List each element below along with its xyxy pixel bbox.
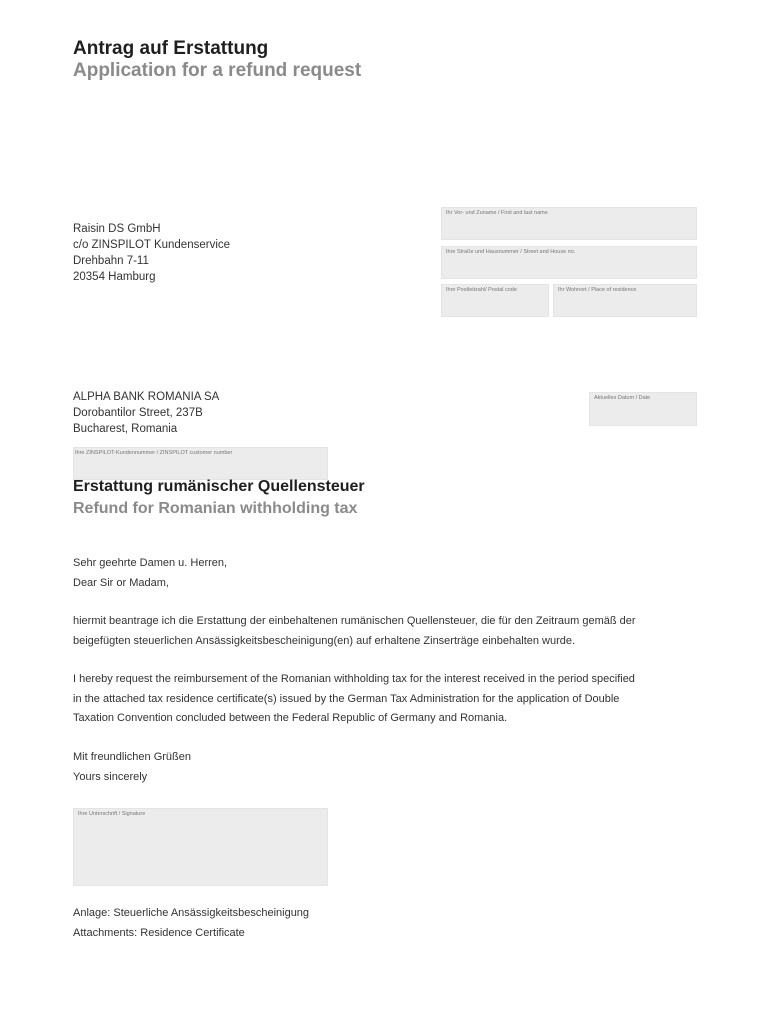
street-field[interactable]: [441, 246, 697, 279]
date-field-label: Aktuelles Datum / Date: [594, 395, 651, 401]
bank-line: Dorobantilor Street, 237B: [73, 407, 203, 419]
recipient-line: Drehbahn 7-11: [73, 255, 149, 267]
body-line: hiermit beantrage ich die Erstattung der einbehaltenen rumänischen Quellensteuer, die für den Zeitraum gemäß der: [73, 615, 636, 627]
body-paragraph-en: [73, 670, 703, 729]
customer-number-field-label: Ihre ZINSPILOT-Kundennummer / ZINSPILOT customer number: [75, 450, 233, 456]
city-field[interactable]: [553, 284, 697, 317]
closing: [73, 748, 703, 787]
body-line: I hereby request the reimbursement of the Romanian withholding tax for the interest received in the period specified: [73, 673, 635, 685]
subject-heading: Erstattung rumänischer Quellensteuer: [73, 478, 365, 495]
subject-subheading: Refund for Romanian withholding tax: [73, 500, 358, 517]
name-field[interactable]: [441, 207, 697, 240]
bank-line: ALPHA BANK ROMANIA SA: [73, 391, 220, 403]
street-field-label: Ihre Straße und Hausnummer / Street and House no.: [446, 249, 576, 255]
attachments-en: Attachments: Residence Certificate: [73, 926, 245, 939]
attachments-de: Anlage: Steuerliche Ansässigkeitsbescheinigung: [73, 907, 310, 919]
bank-address: [73, 389, 219, 437]
bank-line: Bucharest, Romania: [73, 423, 178, 435]
postal-code-field[interactable]: [441, 284, 549, 317]
recipient-line: Raisin DS GmbH: [73, 223, 161, 235]
body-line: Taxation Convention concluded between the Federal Republic of Germany and Romania.: [73, 712, 508, 724]
salutation-de: Sehr geehrte Damen u. Herren,: [73, 557, 228, 569]
body-line: in the attached tax residence certificate(s) issued by the German Tax Administration for the application of Double: [73, 692, 620, 705]
closing-de: Mit freundlichen Grüßen: [73, 751, 191, 763]
postal-code-field-label: Ihre Postleitzahl/ Postal code: [446, 287, 517, 293]
recipient-address: [73, 221, 230, 285]
document-title: Antrag auf Erstattung: [73, 38, 269, 59]
signature-field[interactable]: [73, 808, 328, 886]
salutation: [73, 554, 703, 593]
document-subtitle: Application for a refund request: [73, 60, 362, 81]
body-line: beigefügten steuerlichen Ansässigkeitsbescheinigung(en) auf erhaltene Zinserträge einbehalten wurde.: [73, 634, 576, 647]
closing-en: Yours sincerely: [73, 770, 148, 783]
recipient-line: 20354 Hamburg: [73, 271, 156, 283]
salutation-en: Dear Sir or Madam,: [73, 576, 169, 589]
signature-field-label: Ihre Unterschrift / Signature: [78, 811, 146, 817]
body-paragraph-de: [73, 612, 703, 651]
attachments: [73, 904, 703, 943]
customer-number-field[interactable]: [73, 447, 328, 480]
recipient-line: c/o ZINSPILOT Kundenservice: [73, 239, 231, 251]
name-field-label: Ihr Vor- und Zuname / First and last name: [446, 210, 548, 216]
date-field[interactable]: [589, 392, 697, 426]
city-field-label: Ihr Wohnort / Place of residence: [558, 287, 637, 293]
